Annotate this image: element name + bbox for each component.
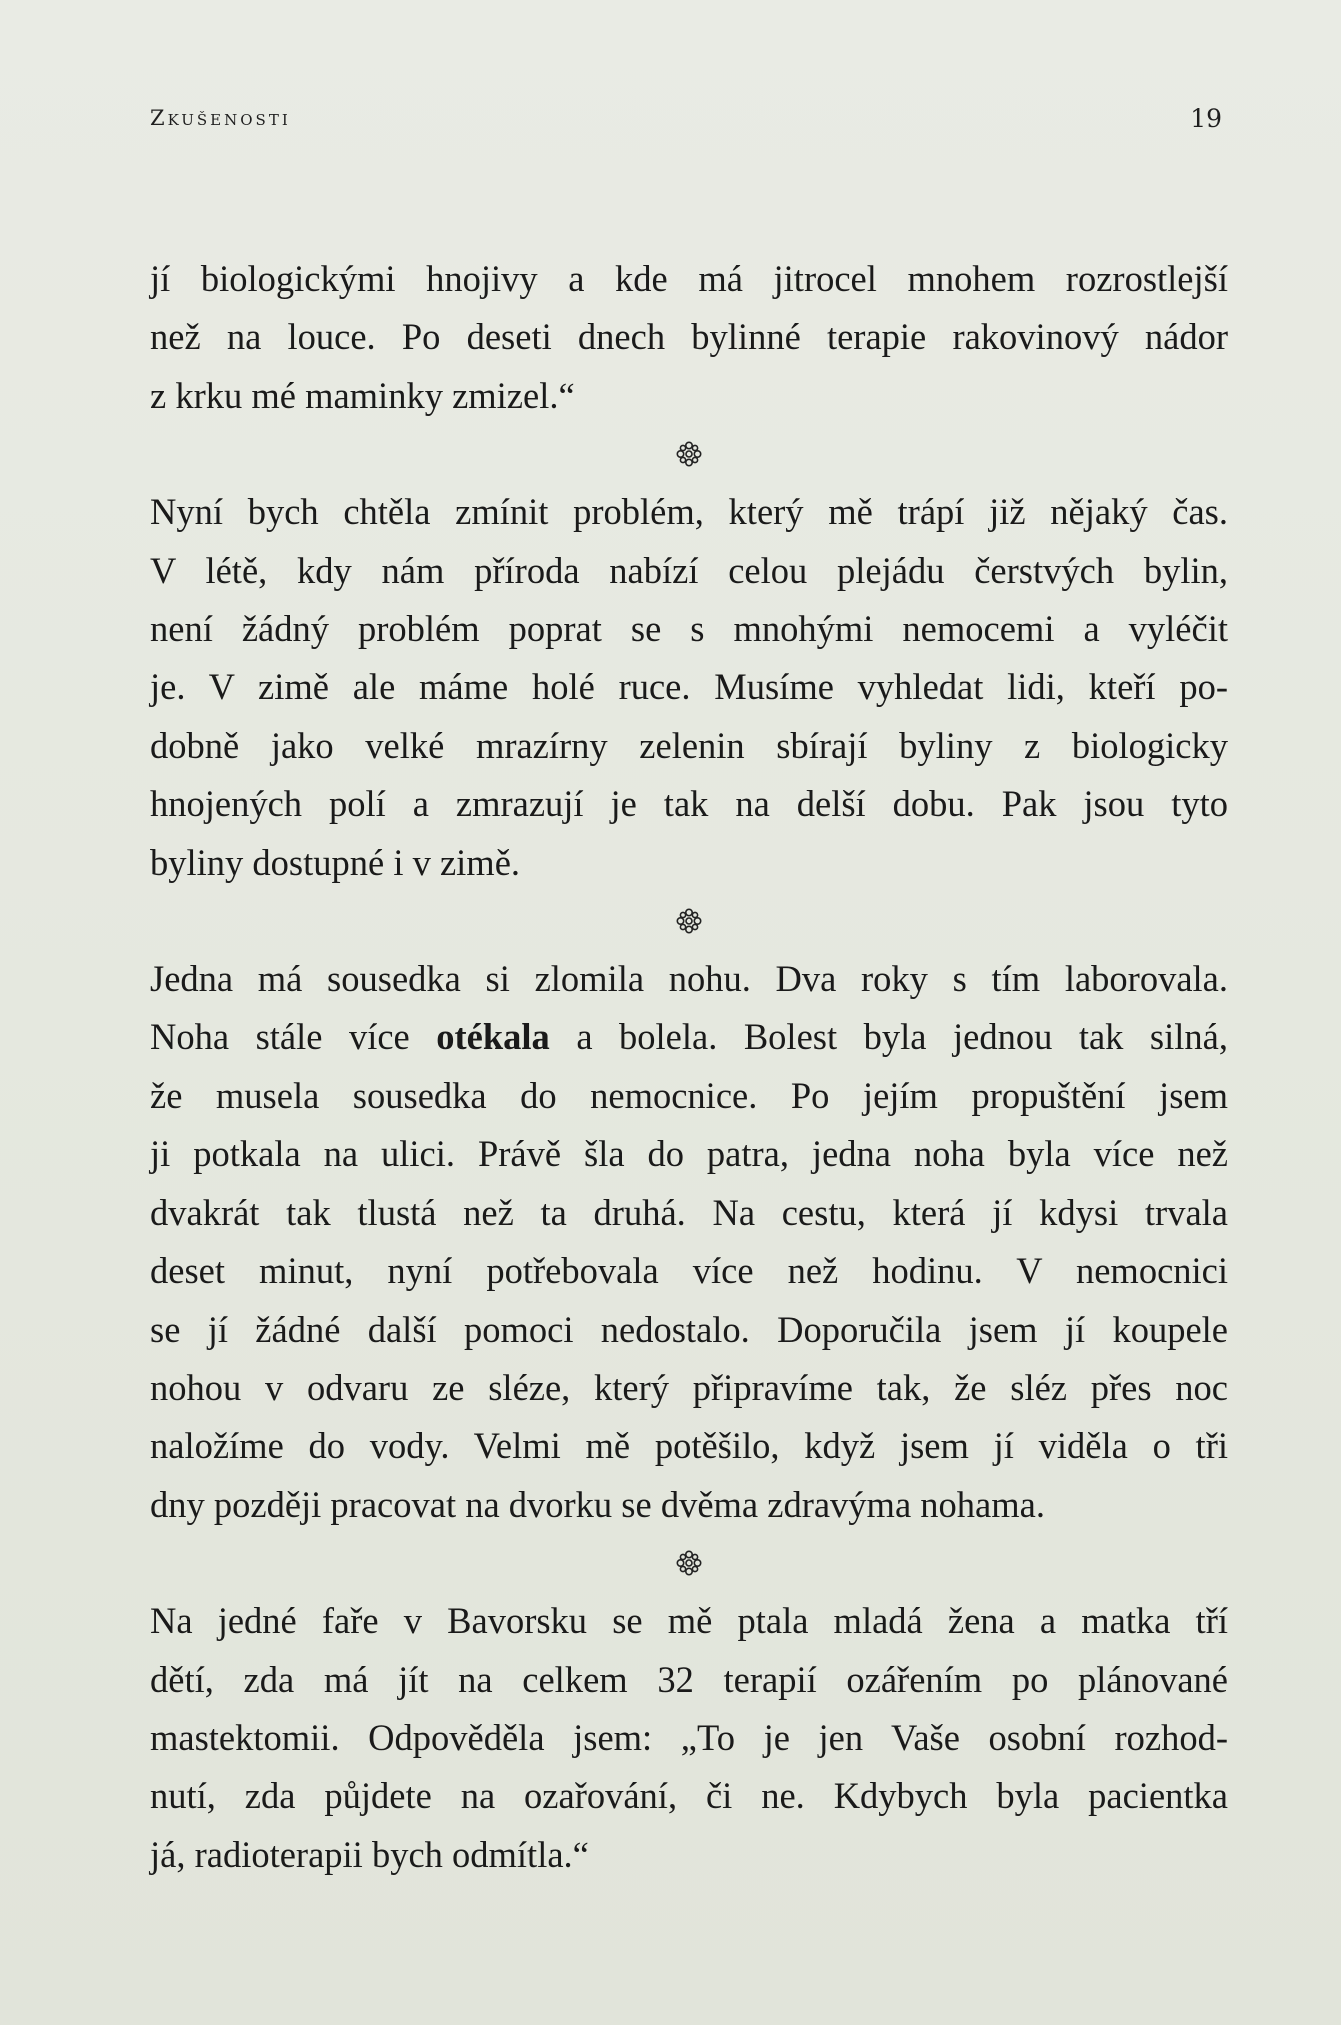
section-ornament (150, 1534, 1228, 1592)
flower-ornament-icon (674, 906, 704, 936)
text-line: dobně jako velké mrazírny zelenin sbírají byliny z biologicky (150, 724, 1228, 766)
paragraph-2 (150, 483, 1228, 892)
text-line: Jedna má sousedka si zlomila nohu. Dva roky s tím laborovala. (150, 958, 1228, 1000)
page-number: 19 (1190, 104, 1222, 133)
text-line: ji potkala na ulici. Právě šla do patra, jedna noha byla více než (150, 1133, 1228, 1175)
text-line: dětí, zda má jít na celkem 32 terapií ozářením po plánované (150, 1658, 1228, 1700)
text-line: naložíme do vody. Velmi mě potěšilo, když jsem jí viděla o tři (150, 1425, 1228, 1467)
text-line: není žádný problém poprat se s mnohými nemocemi a vyléčit (150, 608, 1228, 650)
text-line: se jí žádné další pomoci nedostalo. Doporučila jsem jí koupele (150, 1308, 1228, 1350)
paragraph-3 (150, 950, 1228, 1534)
text-line: hnojených polí a zmrazují je tak na delší dobu. Pak jsou tyto (150, 783, 1228, 825)
text-line: z krku mé maminky zmizel.“ (150, 374, 575, 416)
text-line: byliny dostupné i v zimě. (150, 841, 521, 883)
text-segment: a bolela. Bolest byla jednou tak silná, (549, 1016, 1228, 1058)
flower-ornament-icon (674, 1548, 704, 1578)
bold-word: otékala (436, 1016, 550, 1058)
text-line (150, 1008, 1228, 1066)
text-segment: Noha stále více (150, 1016, 437, 1058)
text-line: je. V zimě ale máme holé ruce. Musíme vyhledat lidi, kteří po- (150, 666, 1228, 708)
section-ornament (150, 892, 1228, 950)
page-header (150, 100, 1222, 140)
section-ornament (150, 425, 1228, 483)
text-line: že musela sousedka do nemocnice. Po jejím propuštění jsem (150, 1074, 1228, 1116)
flower-ornament-icon (674, 439, 704, 469)
running-head: Zkušenosti (150, 106, 291, 130)
text-line: deset minut, nyní potřebovala více než hodinu. V nemocnici (150, 1250, 1228, 1292)
text-line: mastektomii. Odpověděla jsem: „To je jen Vaše osobní rozhod- (150, 1716, 1228, 1758)
text-line: nutí, zda půjdete na ozařování, či ne. Kdybych byla pacientka (150, 1775, 1228, 1817)
text-line: dvakrát tak tlustá než ta druhá. Na cestu, která jí kdysi trvala (150, 1191, 1228, 1233)
text-line: Nyní bych chtěla zmínit problém, který mě trápí již nějaký čas. (150, 491, 1228, 533)
text-line: já, radioterapii bych odmítla.“ (150, 1833, 589, 1875)
text-line: nohou v odvaru ze sléze, který připravíme tak, že sléz přes noc (150, 1366, 1228, 1408)
text-line: dny později pracovat na dvorku se dvěma zdravýma nohama. (150, 1483, 1045, 1525)
text-line: než na louce. Po deseti dnech bylinné terapie rakovinový nádor (150, 316, 1228, 358)
text-line: Na jedné faře v Bavorsku se mě ptala mladá žena a matka tří (150, 1600, 1228, 1642)
paragraph-1 (150, 250, 1228, 425)
text-line: jí biologickými hnojivy a kde má jitrocel mnohem rozrostlejší (150, 258, 1228, 299)
paragraph-4 (150, 1592, 1228, 1884)
text-line: V létě, kdy nám příroda nabízí celou plejádu čerstvých bylin, (150, 549, 1228, 591)
body-text (150, 250, 1228, 1884)
